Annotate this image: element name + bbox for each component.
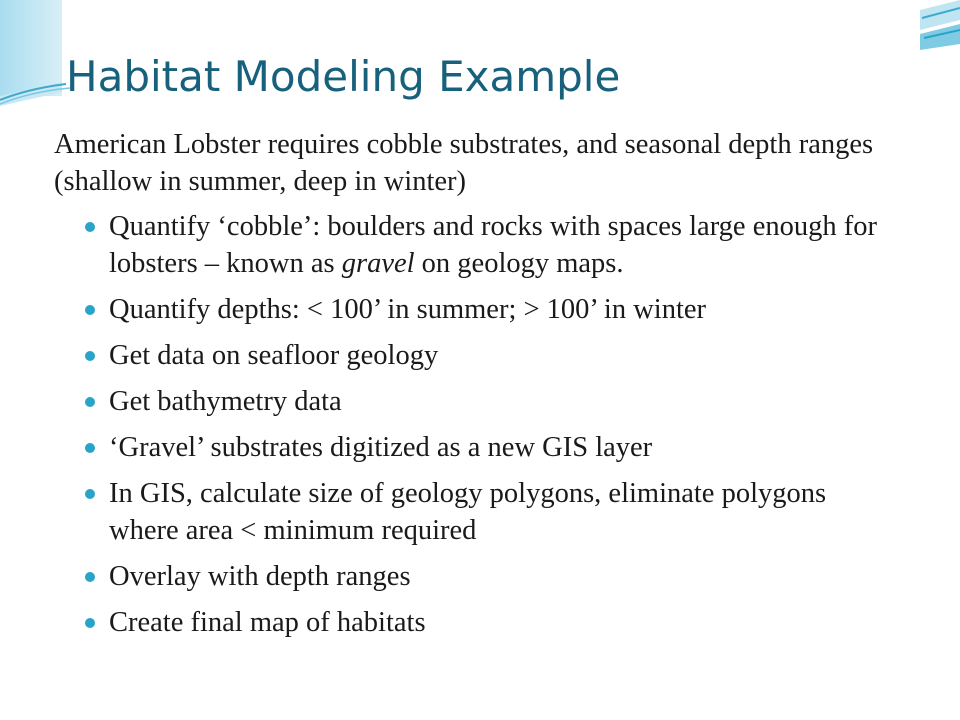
slide-title: Habitat Modeling Example bbox=[66, 52, 621, 101]
bullet-text: In GIS, calculate size of geology polygons, eliminate polygons where area < minimum required bbox=[109, 478, 827, 546]
intro-paragraph: American Lobster requires cobble substrates, and seasonal depth ranges (shallow in summer, deep in winter) bbox=[54, 129, 874, 197]
bullet-dot-icon bbox=[85, 351, 95, 361]
bullet-dot-icon bbox=[85, 443, 95, 453]
bullet-dot-icon bbox=[85, 222, 95, 232]
bullet-text: Quantify depths: < 100’ in summer; > 100’ in winter bbox=[109, 294, 707, 325]
bullet-item bbox=[54, 558, 894, 595]
bullet-dot-icon bbox=[85, 397, 95, 407]
bullet-item bbox=[54, 475, 894, 549]
slide-body bbox=[54, 126, 894, 650]
bullet-dot-icon bbox=[85, 305, 95, 315]
bullet-text: Get data on seafloor geology bbox=[109, 340, 439, 371]
bullet-item bbox=[54, 208, 894, 282]
bullet-text: Quantify ‘cobble’: boulders and rocks with spaces large enough for lobsters – known as bbox=[109, 211, 877, 279]
bullet-text: Create final map of habitats bbox=[109, 607, 426, 638]
bullet-text-italic: gravel bbox=[341, 248, 415, 279]
bullet-text: Get bathymetry data bbox=[109, 386, 342, 417]
bullet-item bbox=[54, 337, 894, 374]
bullet-item bbox=[54, 291, 894, 328]
bullet-item bbox=[54, 429, 894, 466]
bullet-list bbox=[54, 208, 894, 641]
decorative-swoosh-right bbox=[920, 0, 960, 50]
bullet-dot-icon bbox=[85, 489, 95, 499]
bullet-text: ‘Gravel’ substrates digitized as a new GIS layer bbox=[109, 432, 653, 463]
bullet-item bbox=[54, 383, 894, 420]
bullet-text: Overlay with depth ranges bbox=[109, 561, 411, 592]
bullet-item bbox=[54, 604, 894, 641]
bullet-text: on geology maps. bbox=[414, 248, 624, 279]
bullet-dot-icon bbox=[85, 618, 95, 628]
bullet-dot-icon bbox=[85, 572, 95, 582]
